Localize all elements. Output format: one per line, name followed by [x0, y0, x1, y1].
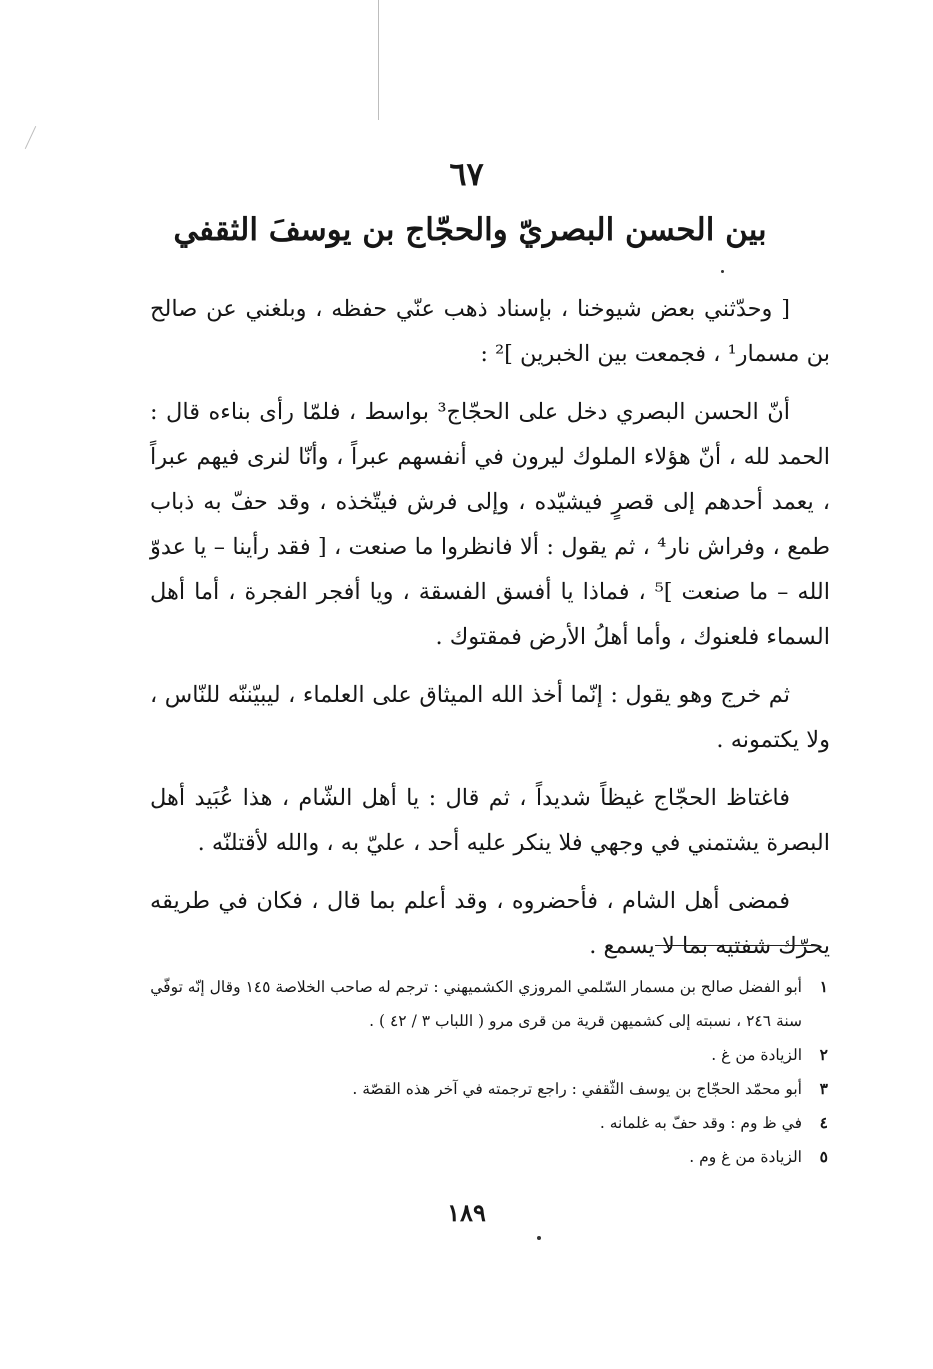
footnote-number: ٣ [819, 1079, 828, 1098]
ink-speck [721, 270, 724, 273]
paragraph: فاغتاظ الحجّاج غيظاً شديداً ، ثم قال : يا أهل الشّام ، هذا عُبَيد أهل البصرة يشتمني في وجهي فلا ينكر عليه أحد ، عليّ به ، والله لأقتلنّه . [150, 785, 830, 856]
scan-artifact-line [25, 126, 36, 149]
section-number: ٦٧ [449, 155, 484, 193]
footnote-number: ٥ [819, 1147, 828, 1166]
paragraph: فمضى أهل الشام ، فأحضروه ، وقد أعلم بما قال ، فكان في طريقه يحرّك شفتيه بما لا يسمع . [150, 888, 830, 959]
paragraph: [ وحدّثني بعض شيوخنا ، بإسناد ذهب عنّي حفظه ، وبلغني عن صالح بن مسمار¹ ، فجمعت بين الخبرين ]² : [150, 296, 830, 367]
footnote-text: الزيادة من غ . [711, 1046, 802, 1064]
footnote-number: ١ [819, 977, 828, 996]
ink-speck [537, 1236, 541, 1240]
paragraph: ثم خرج وهو يقول : إنّما أخذ الله الميثاق على العلماء ، ليبيّننّه للنّاس ، ولا يكتمونه . [150, 682, 830, 753]
page-number: ١٨٩ [447, 1198, 486, 1227]
footnote-text: أبو محمّد الحجّاج بن يوسف الثّقفي : راجع ترجمته في آخر هذه القصّة . [352, 1080, 802, 1098]
footnotes [150, 970, 828, 1174]
scan-artifact-line [378, 0, 379, 120]
footnote [150, 1072, 828, 1106]
footnote [150, 1140, 828, 1174]
footnote [150, 970, 828, 1038]
footnote-text: أبو الفضل صالح بن مسمار السّلمي المروزي الكشميهني : ترجم له صاحب الخلاصة ١٤٥ وقال إنّه توفّي سنة ٢٤٦ ، نسبته إلى كشميهن قرية من قرى مرو ( اللباب ٣ / ٤٢ ) . [150, 978, 802, 1030]
footnote-number: ٢ [819, 1045, 828, 1064]
chapter-title: بين الحسن البصريّ والحجّاج بن يوسفَ الثقفي [173, 212, 767, 248]
footnote [150, 1038, 828, 1072]
footnote-text: في ظ وم : وقد حفّ به غلمانه . [599, 1114, 802, 1132]
footnote-separator [655, 945, 818, 946]
footnote-text: الزيادة من غ وم . [689, 1148, 802, 1166]
main-text [150, 287, 830, 982]
footnote [150, 1106, 828, 1140]
paragraph: أنّ الحسن البصري دخل على الحجّاج³ بواسط ، فلمّا رأى بناءه قال : الحمد لله ، أنّ هؤلاء الملوك ليرون في أنفسهم عبراً ، وأنّا لنرى فيهم عبراً ، يعمد أحدهم إلى قصرٍ فيشيّده ، وإلى فرش فيتّخذه ، وقد حفّ به ذباب طمع ، وفراش نار⁴ ، ثم يقول : ألا فانظروا ما صنعت ، [ فقد رأينا – يا عدوّ الله – ما صنعت ]⁵ ، فماذا يا أفسق الفسقة ، ويا أفجر الفجرة ، أما أهل السماء فلعنوك ، وأما أهلُ الأرض فمقتوك . [150, 399, 830, 650]
footnote-number: ٤ [819, 1113, 828, 1132]
